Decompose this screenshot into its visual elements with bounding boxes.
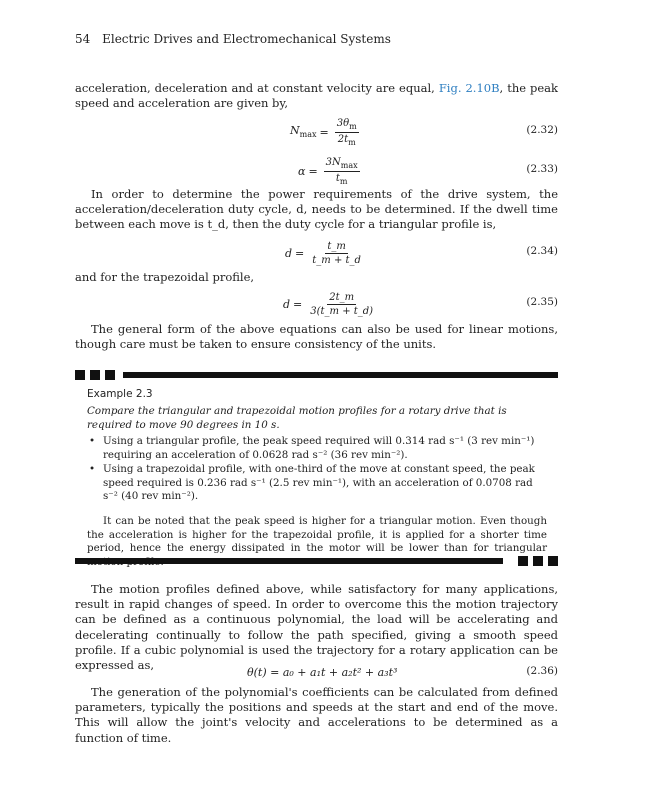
example-statement: Compare the triangular and trapezoidal motion profiles for a rotary drive that is required to move 90 degrees in 10 s. bbox=[87, 405, 507, 431]
example-bottom-rule bbox=[75, 556, 558, 566]
paragraph-5: The motion profiles defined above, while satisfactory for many applications, result in rapid changes of speed. In order to overcome this the motion trajectory can be defined as a continuous polynomial, the load will be accelerating and decelerating continually to follow the path specified, giving a smooth speed profile. If a cubic polynomial is used the trajectory for a rotary application can be expressed as, bbox=[75, 582, 558, 673]
equation-2-35: d = $\frac{2t\_m}{3(t\_m + t\_d)}$ (2.35) bbox=[283, 291, 558, 317]
running-title: Electric Drives and Electromechanical Systems bbox=[102, 32, 391, 46]
paragraph-1-text-end: , the peak speed and acceleration are given by, bbox=[75, 81, 559, 111]
equation-2-33: α = $\frac{3N_{max}}{t_m}$ (2.33) bbox=[298, 156, 558, 186]
paragraph-2: In order to determine the power requirements of the drive system, the acceleration/deceleration duty cycle, d, needs to be determined. If the dwell time between each move is t_d, then the duty cycle for a triangular profile is, bbox=[75, 187, 558, 232]
page-number: 54 bbox=[75, 32, 91, 46]
equation-number: (2.33) bbox=[526, 163, 558, 175]
paragraph-3: and for the trapezoidal profile, bbox=[75, 270, 255, 284]
example-note: It can be noted that the peak speed is higher for a triangular motion. Even though the acceleration is higher for the trapezoidal profile, it is applied for a shorter time period, hence the energy dissipated in the motor will be lower than for triangular bbox=[87, 515, 547, 554]
equation-number: (2.34) bbox=[526, 245, 558, 257]
paragraph-1-text: acceleration, deceleration and at constant velocity are equal, bbox=[75, 81, 439, 95]
page-header bbox=[75, 32, 391, 46]
equation-number: (2.36) bbox=[526, 665, 558, 677]
equation-2-36: θ(t) = a₀ + a₁t + a₂t² + a₃t³ (2.36) bbox=[247, 665, 558, 679]
list-item: • Using a trapezoidal profile, with one-third of the move at constant speed, the peak speed required is 0.236 rad s⁻¹ (2.5 rev min⁻¹), with an acceleration of 0.0708 rad s⁻² (40 rev min⁻²). bbox=[87, 463, 547, 504]
equation-2-32: $N_{max}$ = $\frac{3\theta_m}{2t_m}$ (2.32) bbox=[290, 117, 558, 147]
equation-number: (2.32) bbox=[526, 124, 558, 136]
example-bullets bbox=[87, 435, 547, 505]
figure-link[interactable]: Fig. 2.10B bbox=[438, 81, 500, 95]
paragraph-6: The generation of the polynomial's coefficients can be calculated from defined parameters, typically the positions and speeds at the start and end of the move. This will allow the joint's velocity and accelerations to be determined as a function of time. bbox=[75, 685, 558, 745]
example-title: Example 2.3 bbox=[87, 388, 153, 400]
example-top-rule bbox=[75, 370, 558, 380]
paragraph-4: The general form of the above equations can also be used for linear motions, though care must be taken to ensure consistency of the units. bbox=[75, 322, 558, 352]
equation-2-34: d = $\frac{t\_m}{t\_m + t\_d}$ (2.34) bbox=[285, 240, 558, 266]
list-item: • Using a triangular profile, the peak speed required will 0.314 rad s⁻¹ (3 rev min⁻¹) requiring an acceleration of 0.0628 rad s⁻² (36 rev min⁻²). bbox=[87, 435, 547, 462]
paragraph-1 bbox=[75, 81, 558, 111]
equation-number: (2.35) bbox=[526, 296, 558, 308]
